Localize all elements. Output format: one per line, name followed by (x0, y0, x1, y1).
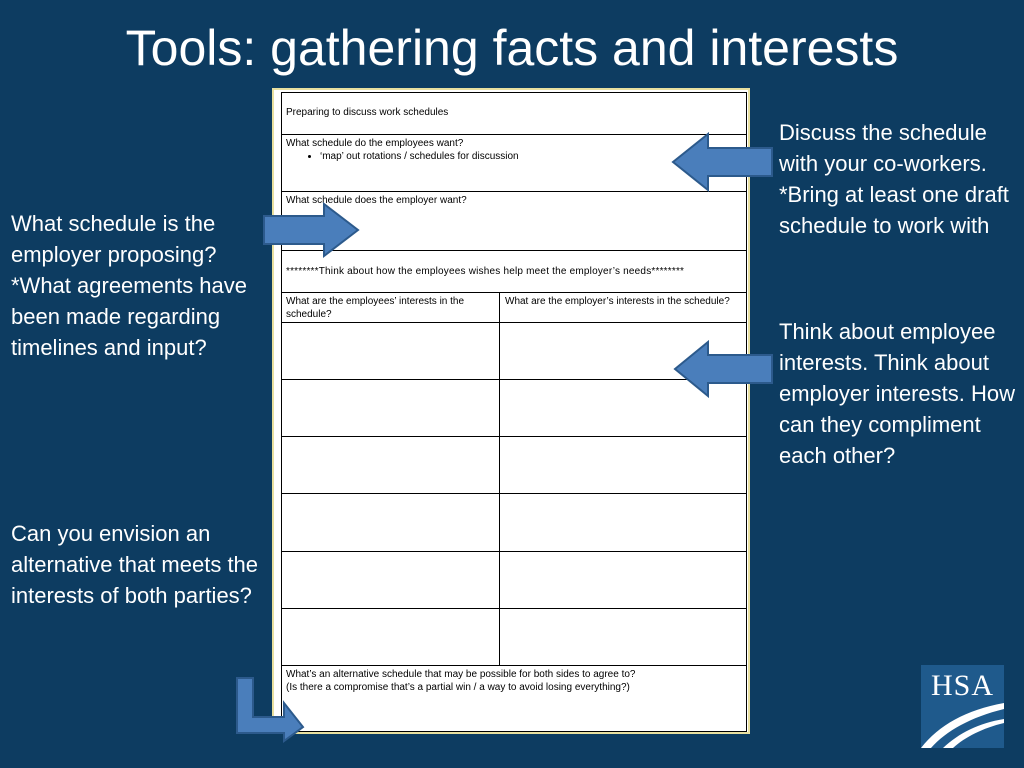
form-question-alternative: What’s an alternative schedule that may be possible for both sides to agree to? (286, 669, 636, 680)
form-section-alternative (281, 665, 747, 732)
right-note-bottom: Think about employee interests. Think about employer interests. How can they compliment each other? (779, 319, 1015, 468)
bent-arrow-icon (234, 675, 306, 745)
table-row (281, 608, 747, 665)
form-question-employer: What schedule does the employer want? (286, 195, 467, 206)
form-heading-section (281, 92, 747, 134)
slide-title: Tools: gathering facts and interests (125, 20, 899, 76)
right-arrow-icon (262, 202, 362, 260)
hsa-logo-swoosh-icon (921, 665, 1004, 748)
form-question-employees: What schedule do the employees want? (286, 138, 464, 149)
table-row (281, 493, 747, 551)
hsa-logo-text: HSA (930, 669, 994, 702)
form-hint-compromise: (Is there a compromise that’s a partial win / a way to avoid losing everything?) (286, 682, 630, 693)
right-note-top: Discuss the schedule with your co-workers. *Bring at least one draft schedule to work with (779, 120, 1009, 238)
table-row (281, 436, 747, 493)
form-heading: Preparing to discuss work schedules (286, 107, 449, 118)
hsa-logo (921, 665, 1004, 748)
left-note-top: What schedule is the employer proposing? *What agreements have been made regarding timelines and input? (11, 211, 248, 360)
form-banner: ********Think about how the employees wishes help meet the employer’s needs******** (286, 266, 685, 277)
table-row (281, 551, 747, 608)
left-note-bottom: Can you envision an alternative that meets the interests of both parties? (11, 521, 259, 608)
table-header-employer (500, 292, 747, 322)
table-header-employees-label: What are the employees’ interests in the schedule? (286, 296, 465, 320)
left-arrow-icon (670, 132, 775, 192)
table-header-employer-label: What are the employer’s interests in the schedule? (505, 296, 730, 307)
form-bullet-map-rotations: • ‘map’ out rotations / schedules for discussion (320, 150, 742, 163)
table-header-employees (281, 292, 500, 322)
left-arrow-icon (672, 340, 775, 398)
table-column-divider (499, 292, 500, 665)
